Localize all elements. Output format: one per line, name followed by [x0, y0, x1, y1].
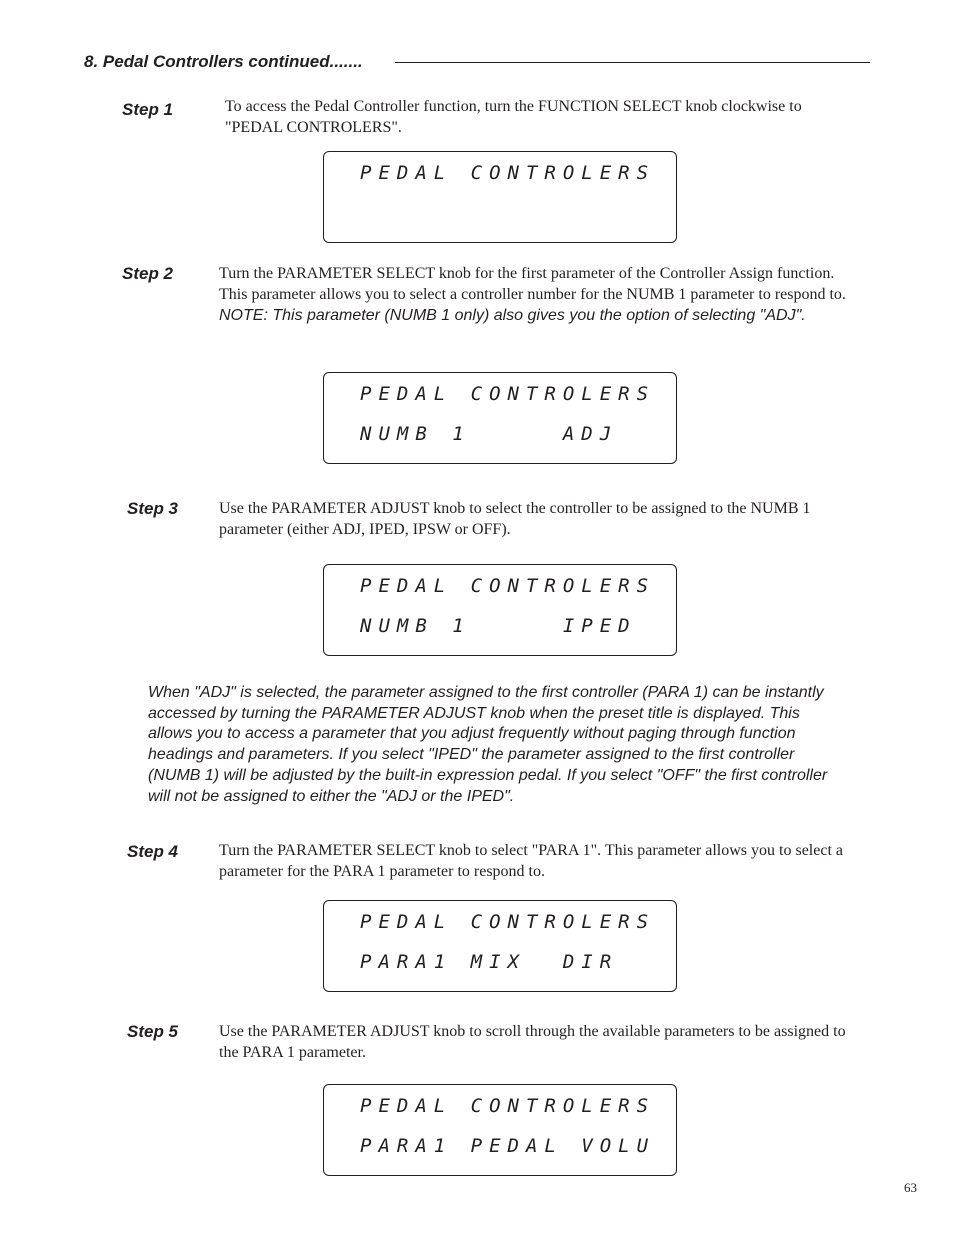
page-number: 63: [904, 1180, 917, 1195]
step-2-label: Step 2: [122, 264, 174, 283]
step-2-text: Turn the PARAMETER SELECT knob for the first parameter of the Controller Assign function. This parameter allows you to select a controller number for the NUMB 1 parameter to respond to.: [219, 265, 846, 303]
display-line-2: NUMB 1 IPED: [360, 615, 637, 637]
step-5-display: [323, 1084, 677, 1176]
step-1-display: [323, 151, 677, 243]
step-2-note: NOTE: This parameter (NUMB 1 only) also gives you the option of selecting "ADJ".: [219, 307, 806, 324]
step-5-text: Use the PARAMETER ADJUST knob to scroll through the available parameters to be assigned to the PARA 1 parameter.: [219, 1023, 846, 1061]
display-line-2: PARA1 PEDAL VOLU: [360, 1135, 656, 1157]
display-line-1: PEDAL CONTROLERS: [360, 162, 656, 184]
step-3-text: Use the PARAMETER ADJUST knob to select the controller to be assigned to the NUMB 1 parameter (either ADJ, IPED, IPSW or OFF).: [219, 500, 811, 538]
section-title: 8. Pedal Controllers continued.......: [84, 52, 363, 71]
display-line-2: NUMB 1 ADJ: [360, 423, 619, 445]
step-4-text: Turn the PARAMETER SELECT knob to select "PARA 1". This parameter allows you to select a parameter for the PARA 1 parameter to respond to.: [219, 842, 843, 880]
display-line-1: PEDAL CONTROLERS: [360, 911, 656, 933]
step-4-display: [323, 900, 677, 992]
display-line-2: PARA1 MIX DIR: [360, 951, 619, 973]
step-2-display: [323, 372, 677, 464]
step-1-text: To access the Pedal Controller function, turn the FUNCTION SELECT knob clockwise to "PEDAL CONTROLERS".: [225, 98, 802, 136]
step-1-label: Step 1: [122, 100, 174, 119]
display-line-1: PEDAL CONTROLERS: [360, 383, 656, 405]
step-3-label: Step 3: [127, 499, 179, 518]
step-5-label: Step 5: [127, 1022, 179, 1041]
display-line-1: PEDAL CONTROLERS: [360, 575, 656, 597]
step-4-label: Step 4: [127, 842, 179, 861]
step-2-block: [219, 263, 855, 326]
adj-info-paragraph: When "ADJ" is selected, the parameter assigned to the first controller (PARA 1) can be instantly accessed by turning the PARAMETER ADJUST knob when the preset title is displayed. This allows you to access a parameter that you adjust frequently without paging through function headings and parameters. If you select "IPED" the parameter assigned to the first controller (NUMB 1) will be adjusted by the built-in expression pedal. If you select "OFF" the first controller will not be assigned to either the "ADJ or the IPED".: [148, 684, 828, 805]
header-rule: [395, 62, 870, 63]
step-3-display: [323, 564, 677, 656]
display-line-1: PEDAL CONTROLERS: [360, 1095, 656, 1117]
